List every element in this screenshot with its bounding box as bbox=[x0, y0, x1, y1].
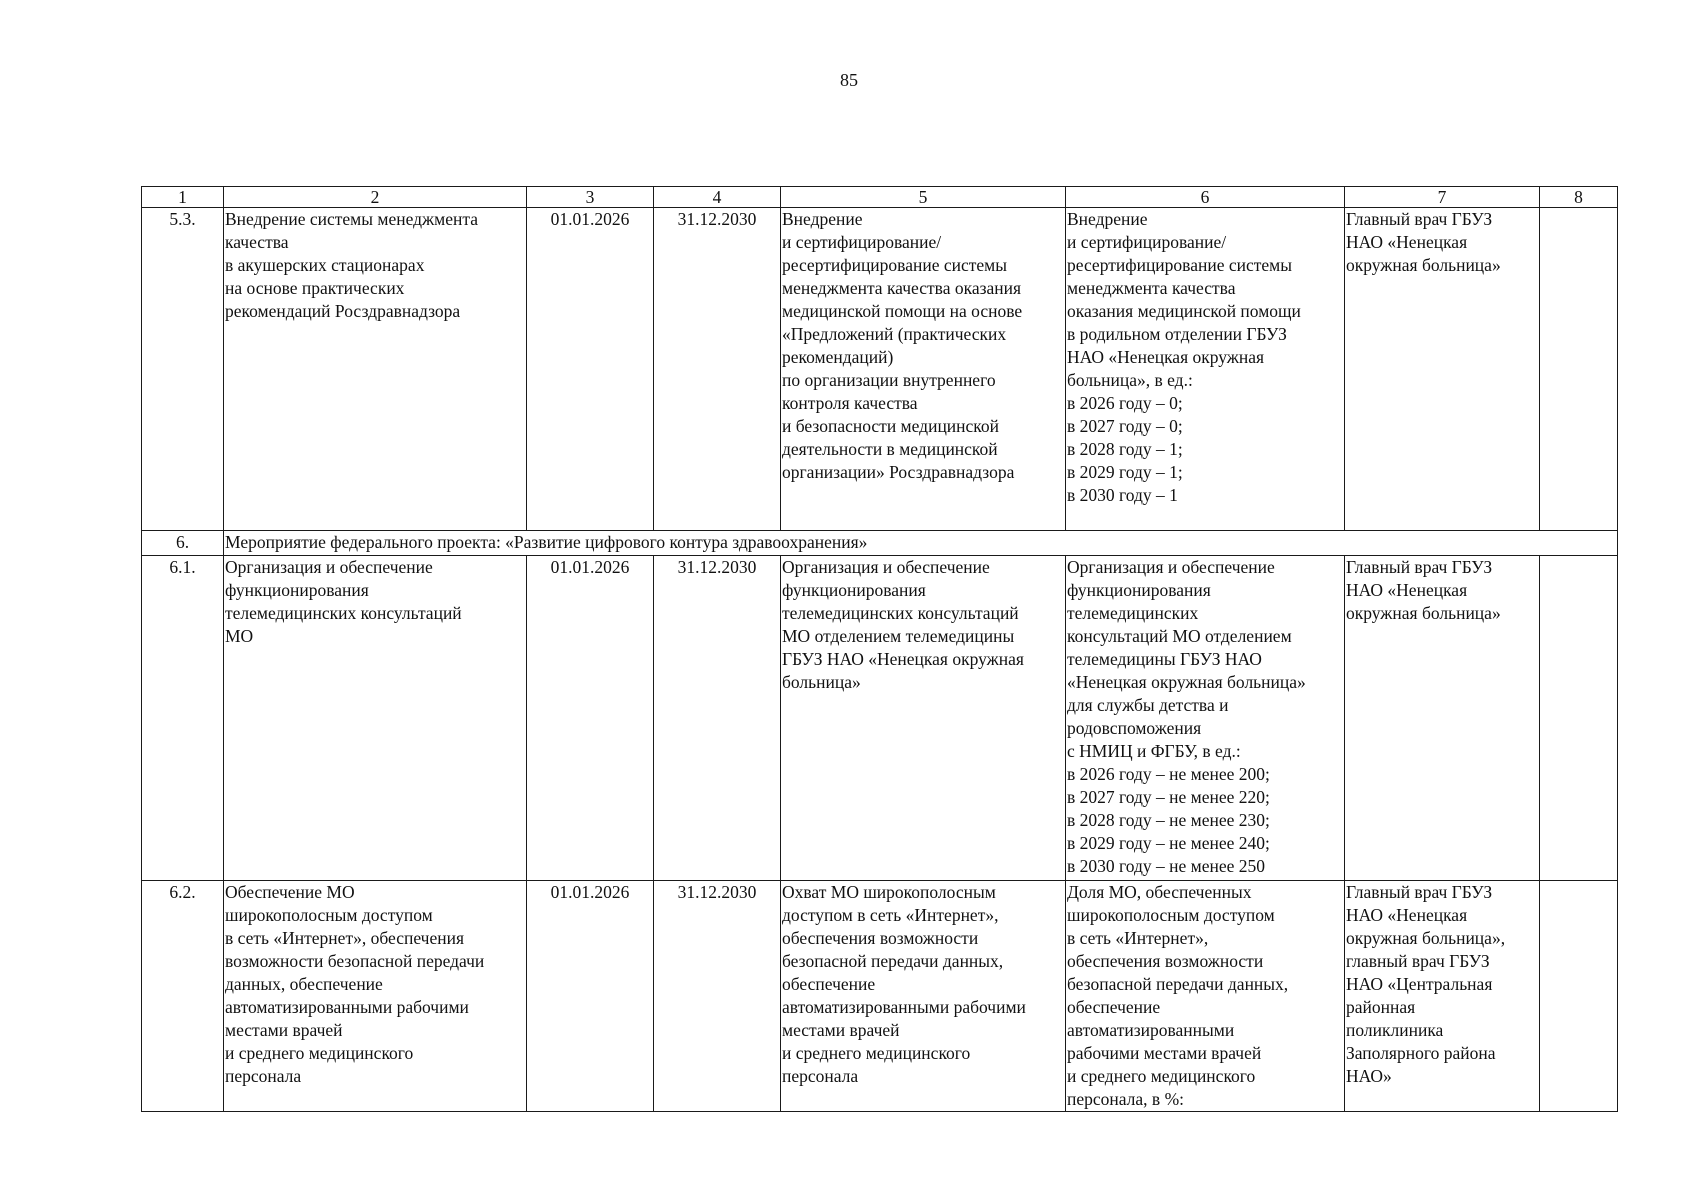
start-date: 01.01.2026 bbox=[527, 556, 654, 881]
responsible-line: НАО «Ненецкая bbox=[1346, 580, 1468, 600]
measure-name-cell bbox=[224, 881, 527, 1112]
measure-name-line: в сеть «Интернет», обеспечения bbox=[225, 928, 465, 948]
result-line: «Предложений (практических bbox=[782, 324, 1007, 344]
column-number: 2 bbox=[224, 187, 527, 208]
result-line: Организация и обеспечение bbox=[782, 557, 990, 577]
table-row bbox=[142, 881, 1618, 1112]
result-line: местами врачей bbox=[782, 1020, 900, 1040]
measure-name-line: на основе практических bbox=[225, 278, 405, 298]
indicator-line: в 2030 году – не менее 250 bbox=[1067, 856, 1266, 876]
end-date: 31.12.2030 bbox=[654, 208, 781, 531]
result-line: менеджмента качества оказания bbox=[782, 278, 1022, 298]
measure-name-line: функционирования bbox=[225, 580, 369, 600]
indicator-line: для службы детства и bbox=[1067, 695, 1229, 715]
result-line: ресертифицирование системы bbox=[782, 255, 1007, 275]
note-cell bbox=[1540, 556, 1618, 881]
indicator-line: автоматизированными bbox=[1067, 1020, 1235, 1040]
measure-name-line: автоматизированными рабочими bbox=[225, 997, 469, 1017]
indicator-cell bbox=[1066, 556, 1345, 881]
indicator-line: и среднего медицинского bbox=[1067, 1066, 1256, 1086]
responsible-line: Главный врач ГБУЗ bbox=[1346, 557, 1493, 577]
indicator-line: консультаций МО отделением bbox=[1067, 626, 1292, 646]
result-cell bbox=[781, 881, 1066, 1112]
result-line: Охват МО широкополосным bbox=[782, 882, 996, 902]
indicator-line: в 2026 году – не менее 200; bbox=[1067, 764, 1270, 784]
column-numbers-row bbox=[142, 187, 1618, 208]
measure-name-line: широкополосным доступом bbox=[225, 905, 433, 925]
indicator-line: широкополосным доступом bbox=[1067, 905, 1275, 925]
indicator-line: обеспечения возможности bbox=[1067, 951, 1264, 971]
column-number: 8 bbox=[1540, 187, 1618, 208]
result-cell bbox=[781, 208, 1066, 531]
responsible-cell bbox=[1345, 208, 1540, 531]
indicator-line: «Ненецкая окружная больница» bbox=[1067, 672, 1306, 692]
column-number: 5 bbox=[781, 187, 1066, 208]
responsible-line: НАО «Ненецкая bbox=[1346, 905, 1468, 925]
column-number: 1 bbox=[142, 187, 224, 208]
result-line: организации» Росздравнадзора bbox=[782, 462, 1015, 482]
result-line: обеспечения возможности bbox=[782, 928, 979, 948]
result-line: функционирования bbox=[782, 580, 926, 600]
measure-name-cell bbox=[224, 208, 527, 531]
indicator-line: обеспечение bbox=[1067, 997, 1161, 1017]
result-line: по организации внутреннего bbox=[782, 370, 996, 390]
indicator-line: с НМИЦ и ФГБУ, в ед.: bbox=[1067, 741, 1241, 761]
result-line: Внедрение bbox=[782, 209, 863, 229]
result-line: телемедицинских консультаций bbox=[782, 603, 1019, 623]
note-cell bbox=[1540, 208, 1618, 531]
indicator-line: Внедрение bbox=[1067, 209, 1148, 229]
measure-name-line: местами врачей bbox=[225, 1020, 343, 1040]
indicator-line: менеджмента качества bbox=[1067, 278, 1236, 298]
responsible-line: Главный врач ГБУЗ bbox=[1346, 882, 1493, 902]
indicator-line: в 2027 году – не менее 220; bbox=[1067, 787, 1270, 807]
responsible-line: главный врач ГБУЗ bbox=[1346, 951, 1490, 971]
indicator-line: НАО «Ненецкая окружная bbox=[1067, 347, 1265, 367]
result-line: рекомендаций) bbox=[782, 347, 894, 367]
result-line: медицинской помощи на основе bbox=[782, 301, 1023, 321]
result-line: деятельности в медицинской bbox=[782, 439, 998, 459]
measure-name-line: персонала bbox=[225, 1066, 302, 1086]
indicator-line: Организация и обеспечение bbox=[1067, 557, 1275, 577]
column-number: 3 bbox=[527, 187, 654, 208]
measure-name-line: МО bbox=[225, 626, 254, 646]
table-row bbox=[142, 556, 1618, 881]
row-number: 6.1. bbox=[142, 556, 224, 881]
section-title: Мероприятие федерального проекта: «Развитие цифрового контура здравоохранения» bbox=[224, 531, 1618, 556]
responsible-line: Заполярного района bbox=[1346, 1043, 1496, 1063]
measure-name-line: Организация и обеспечение bbox=[225, 557, 433, 577]
measure-name-line: данных, обеспечение bbox=[225, 974, 383, 994]
indicator-line: в 2030 году – 1 bbox=[1067, 485, 1178, 505]
end-date: 31.12.2030 bbox=[654, 556, 781, 881]
indicator-line: Доля МО, обеспеченных bbox=[1067, 882, 1252, 902]
measure-name-line: Внедрение системы менеджмента bbox=[225, 209, 478, 229]
indicator-line: телемедицины ГБУЗ НАО bbox=[1067, 649, 1262, 669]
page-number: 85 bbox=[840, 70, 858, 90]
start-date: 01.01.2026 bbox=[527, 881, 654, 1112]
result-line: и сертифицирование/ bbox=[782, 232, 942, 252]
indicator-line: в 2026 году – 0; bbox=[1067, 393, 1183, 413]
measure-name-line: Обеспечение МО bbox=[225, 882, 355, 902]
measure-name-line: качества bbox=[225, 232, 289, 252]
indicator-line: в 2027 году – 0; bbox=[1067, 416, 1183, 436]
result-line: контроля качества bbox=[782, 393, 918, 413]
result-line: МО отделением телемедицины bbox=[782, 626, 1015, 646]
result-cell bbox=[781, 556, 1066, 881]
responsible-line: НАО «Ненецкая bbox=[1346, 232, 1468, 252]
indicator-line: телемедицинских bbox=[1067, 603, 1199, 623]
result-line: и безопасности медицинской bbox=[782, 416, 1000, 436]
responsible-line: НАО» bbox=[1346, 1066, 1392, 1086]
indicator-line: оказания медицинской помощи bbox=[1067, 301, 1301, 321]
indicator-line: и сертифицирование/ bbox=[1067, 232, 1227, 252]
section-row bbox=[142, 531, 1618, 556]
column-number: 6 bbox=[1066, 187, 1345, 208]
end-date: 31.12.2030 bbox=[654, 881, 781, 1112]
responsible-line: окружная больница», bbox=[1346, 928, 1506, 948]
measure-name-line: телемедицинских консультаций bbox=[225, 603, 462, 623]
result-line: и среднего медицинского bbox=[782, 1043, 971, 1063]
measure-name-line: возможности безопасной передачи bbox=[225, 951, 485, 971]
result-line: безопасной передачи данных, bbox=[782, 951, 1004, 971]
measure-name-cell bbox=[224, 556, 527, 881]
note-cell bbox=[1540, 881, 1618, 1112]
result-line: автоматизированными рабочими bbox=[782, 997, 1026, 1017]
indicator-line: в 2029 году – не менее 240; bbox=[1067, 833, 1270, 853]
indicator-line: в 2028 году – 1; bbox=[1067, 439, 1183, 459]
column-number: 4 bbox=[654, 187, 781, 208]
responsible-line: районная bbox=[1346, 997, 1416, 1017]
column-number: 7 bbox=[1345, 187, 1540, 208]
indicator-line: ресертифицирование системы bbox=[1067, 255, 1292, 275]
result-line: персонала bbox=[782, 1066, 859, 1086]
result-line: доступом в сеть «Интернет», bbox=[782, 905, 999, 925]
measure-name-line: рекомендаций Росздравнадзора bbox=[225, 301, 461, 321]
measures-table bbox=[141, 186, 1618, 1112]
responsible-line: окружная больница» bbox=[1346, 255, 1501, 275]
measure-name-line: в акушерских стационарах bbox=[225, 255, 425, 275]
responsible-line: Главный врач ГБУЗ bbox=[1346, 209, 1493, 229]
responsible-line: окружная больница» bbox=[1346, 603, 1501, 623]
result-line: ГБУЗ НАО «Ненецкая окружная bbox=[782, 649, 1024, 669]
start-date: 01.01.2026 bbox=[527, 208, 654, 531]
responsible-cell bbox=[1345, 881, 1540, 1112]
indicator-line: родовспоможения bbox=[1067, 718, 1202, 738]
indicator-line: в родильном отделении ГБУЗ bbox=[1067, 324, 1287, 344]
section-number: 6. bbox=[142, 531, 224, 556]
responsible-line: поликлиника bbox=[1346, 1020, 1444, 1040]
responsible-cell bbox=[1345, 556, 1540, 881]
indicator-line: персонала, в %: bbox=[1067, 1089, 1185, 1109]
indicator-line: в 2028 году – не менее 230; bbox=[1067, 810, 1270, 830]
indicator-cell bbox=[1066, 208, 1345, 531]
indicator-line: в сеть «Интернет», bbox=[1067, 928, 1209, 948]
measure-name-line: и среднего медицинского bbox=[225, 1043, 414, 1063]
result-line: больница» bbox=[782, 672, 861, 692]
indicator-line: функционирования bbox=[1067, 580, 1211, 600]
indicator-cell bbox=[1066, 881, 1345, 1112]
result-line: обеспечение bbox=[782, 974, 876, 994]
row-number: 5.3. bbox=[142, 208, 224, 531]
responsible-line: НАО «Центральная bbox=[1346, 974, 1493, 994]
indicator-line: безопасной передачи данных, bbox=[1067, 974, 1289, 994]
indicator-line: рабочими местами врачей bbox=[1067, 1043, 1262, 1063]
table-row bbox=[142, 208, 1618, 531]
row-number: 6.2. bbox=[142, 881, 224, 1112]
indicator-line: в 2029 году – 1; bbox=[1067, 462, 1183, 482]
indicator-line: больница», в ед.: bbox=[1067, 370, 1193, 390]
